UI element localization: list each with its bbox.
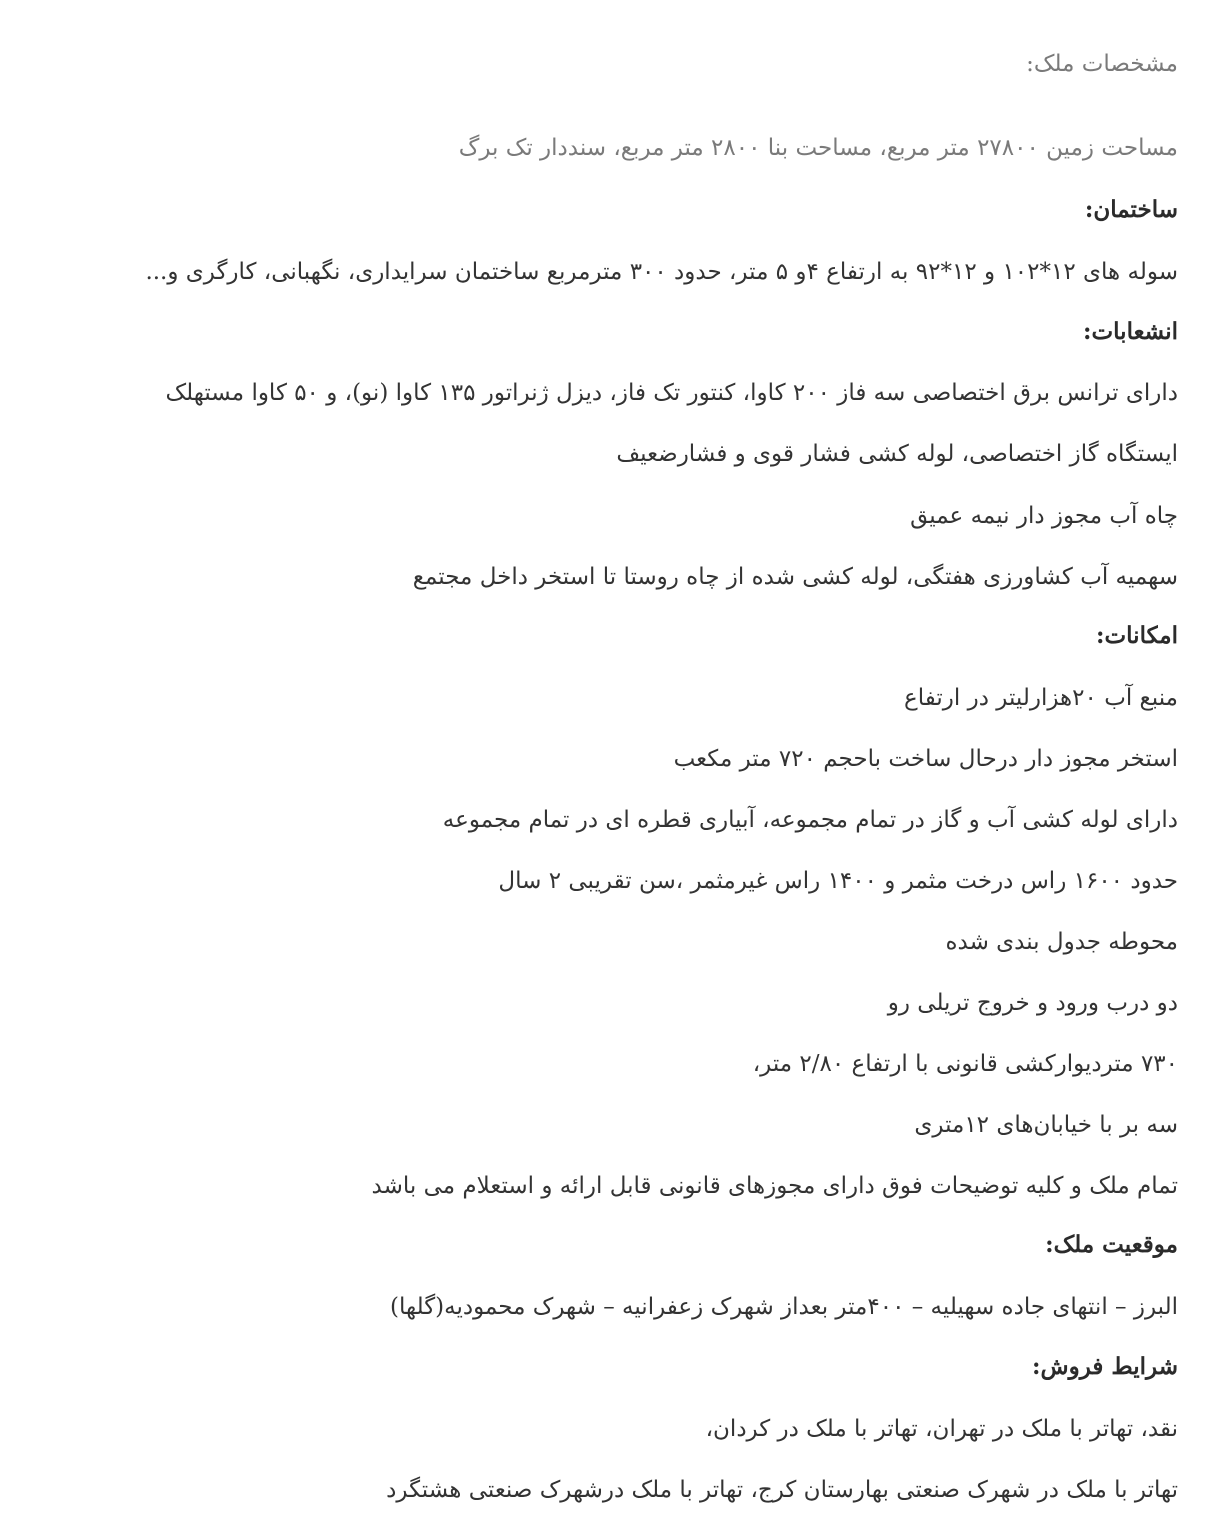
facilities-item: تمام ملک و کلیه توضیحات فوق دارای مجوزهای قانونی قابل ارائه و استعلام می باشد xyxy=(371,1173,1178,1199)
sale-terms-item: تهاتر با ملک در شهرک صنعتی بهارستان کرج، تهاتر با ملک درشهرک صنعتی هشتگرد xyxy=(386,1477,1178,1503)
facilities-item: منبع آب ۲۰هزارلیتر در ارتفاع xyxy=(904,685,1178,711)
page-title: مشخصات ملک: xyxy=(1026,51,1178,77)
sale-terms-item: نقد، تهاتر با ملک در تهران، تهاتر با ملک در کردان، xyxy=(705,1416,1178,1442)
facilities-item: دارای لوله کشی آب و گاز در تمام مجموعه، آبیاری قطره ای در تمام مجموعه xyxy=(442,807,1178,833)
utilities-item: چاه آب مجوز دار نیمه عمیق xyxy=(910,503,1178,529)
facilities-item: سه بر با خیابان‌های ۱۲متری xyxy=(914,1112,1178,1138)
facilities-heading: امکانات: xyxy=(1096,622,1178,649)
facilities-item: ۷۳۰ متردیوارکشی قانونی با ارتفاع ۲/۸۰ متر، xyxy=(752,1051,1178,1077)
building-heading: ساختمان: xyxy=(1084,196,1178,223)
location-heading: موقعیت ملک: xyxy=(1045,1231,1178,1258)
facilities-item: حدود ۱۶۰۰ راس درخت مثمر و ۱۴۰۰ راس غیرمثمر ،سن تقریبی ۲ سال xyxy=(498,868,1178,894)
utilities-item: ایستگاه گاز اختصاصی، لوله کشی فشار قوی و فشارضعیف xyxy=(616,441,1178,467)
facilities-item: دو درب ورود و خروج تریلی رو xyxy=(887,990,1178,1016)
utilities-heading: انشعابات: xyxy=(1083,318,1178,345)
area-line: مساحت زمین ۲۷۸۰۰ متر مربع، مساحت بنا ۲۸۰۰ متر مربع، سنددار تک برگ xyxy=(458,135,1178,161)
utilities-item: سهمیه آب کشاورزی هفتگی، لوله کشی شده از چاه روستا تا استخر داخل مجتمع xyxy=(412,564,1178,590)
facilities-item: استخر مجوز دار درحال ساخت باحجم ۷۲۰ متر مکعب xyxy=(673,746,1178,772)
building-text: سوله های ۱۲*۱۰۲ و ۱۲*۹۲ به ارتفاع ۴و ۵ متر، حدود ۳۰۰ مترمربع ساختمان سرایداری، نگهبانی، کارگری و... xyxy=(145,259,1178,285)
sale-terms-heading: شرایط فروش: xyxy=(1032,1353,1178,1380)
location-text: البرز – انتهای جاده سهیلیه – ۴۰۰متر بعداز شهرک زعفرانیه – شهرک محمودیه(گلها) xyxy=(390,1294,1178,1320)
utilities-item: دارای ترانس برق اختصاصی سه فاز ۲۰۰ کاوا، کنتور تک فاز، دیزل ژنراتور ۱۳۵ کاوا (نو)، و ۵۰ کاوا مستهلک xyxy=(165,380,1178,406)
facilities-item: محوطه جدول بندی شده xyxy=(945,929,1178,955)
